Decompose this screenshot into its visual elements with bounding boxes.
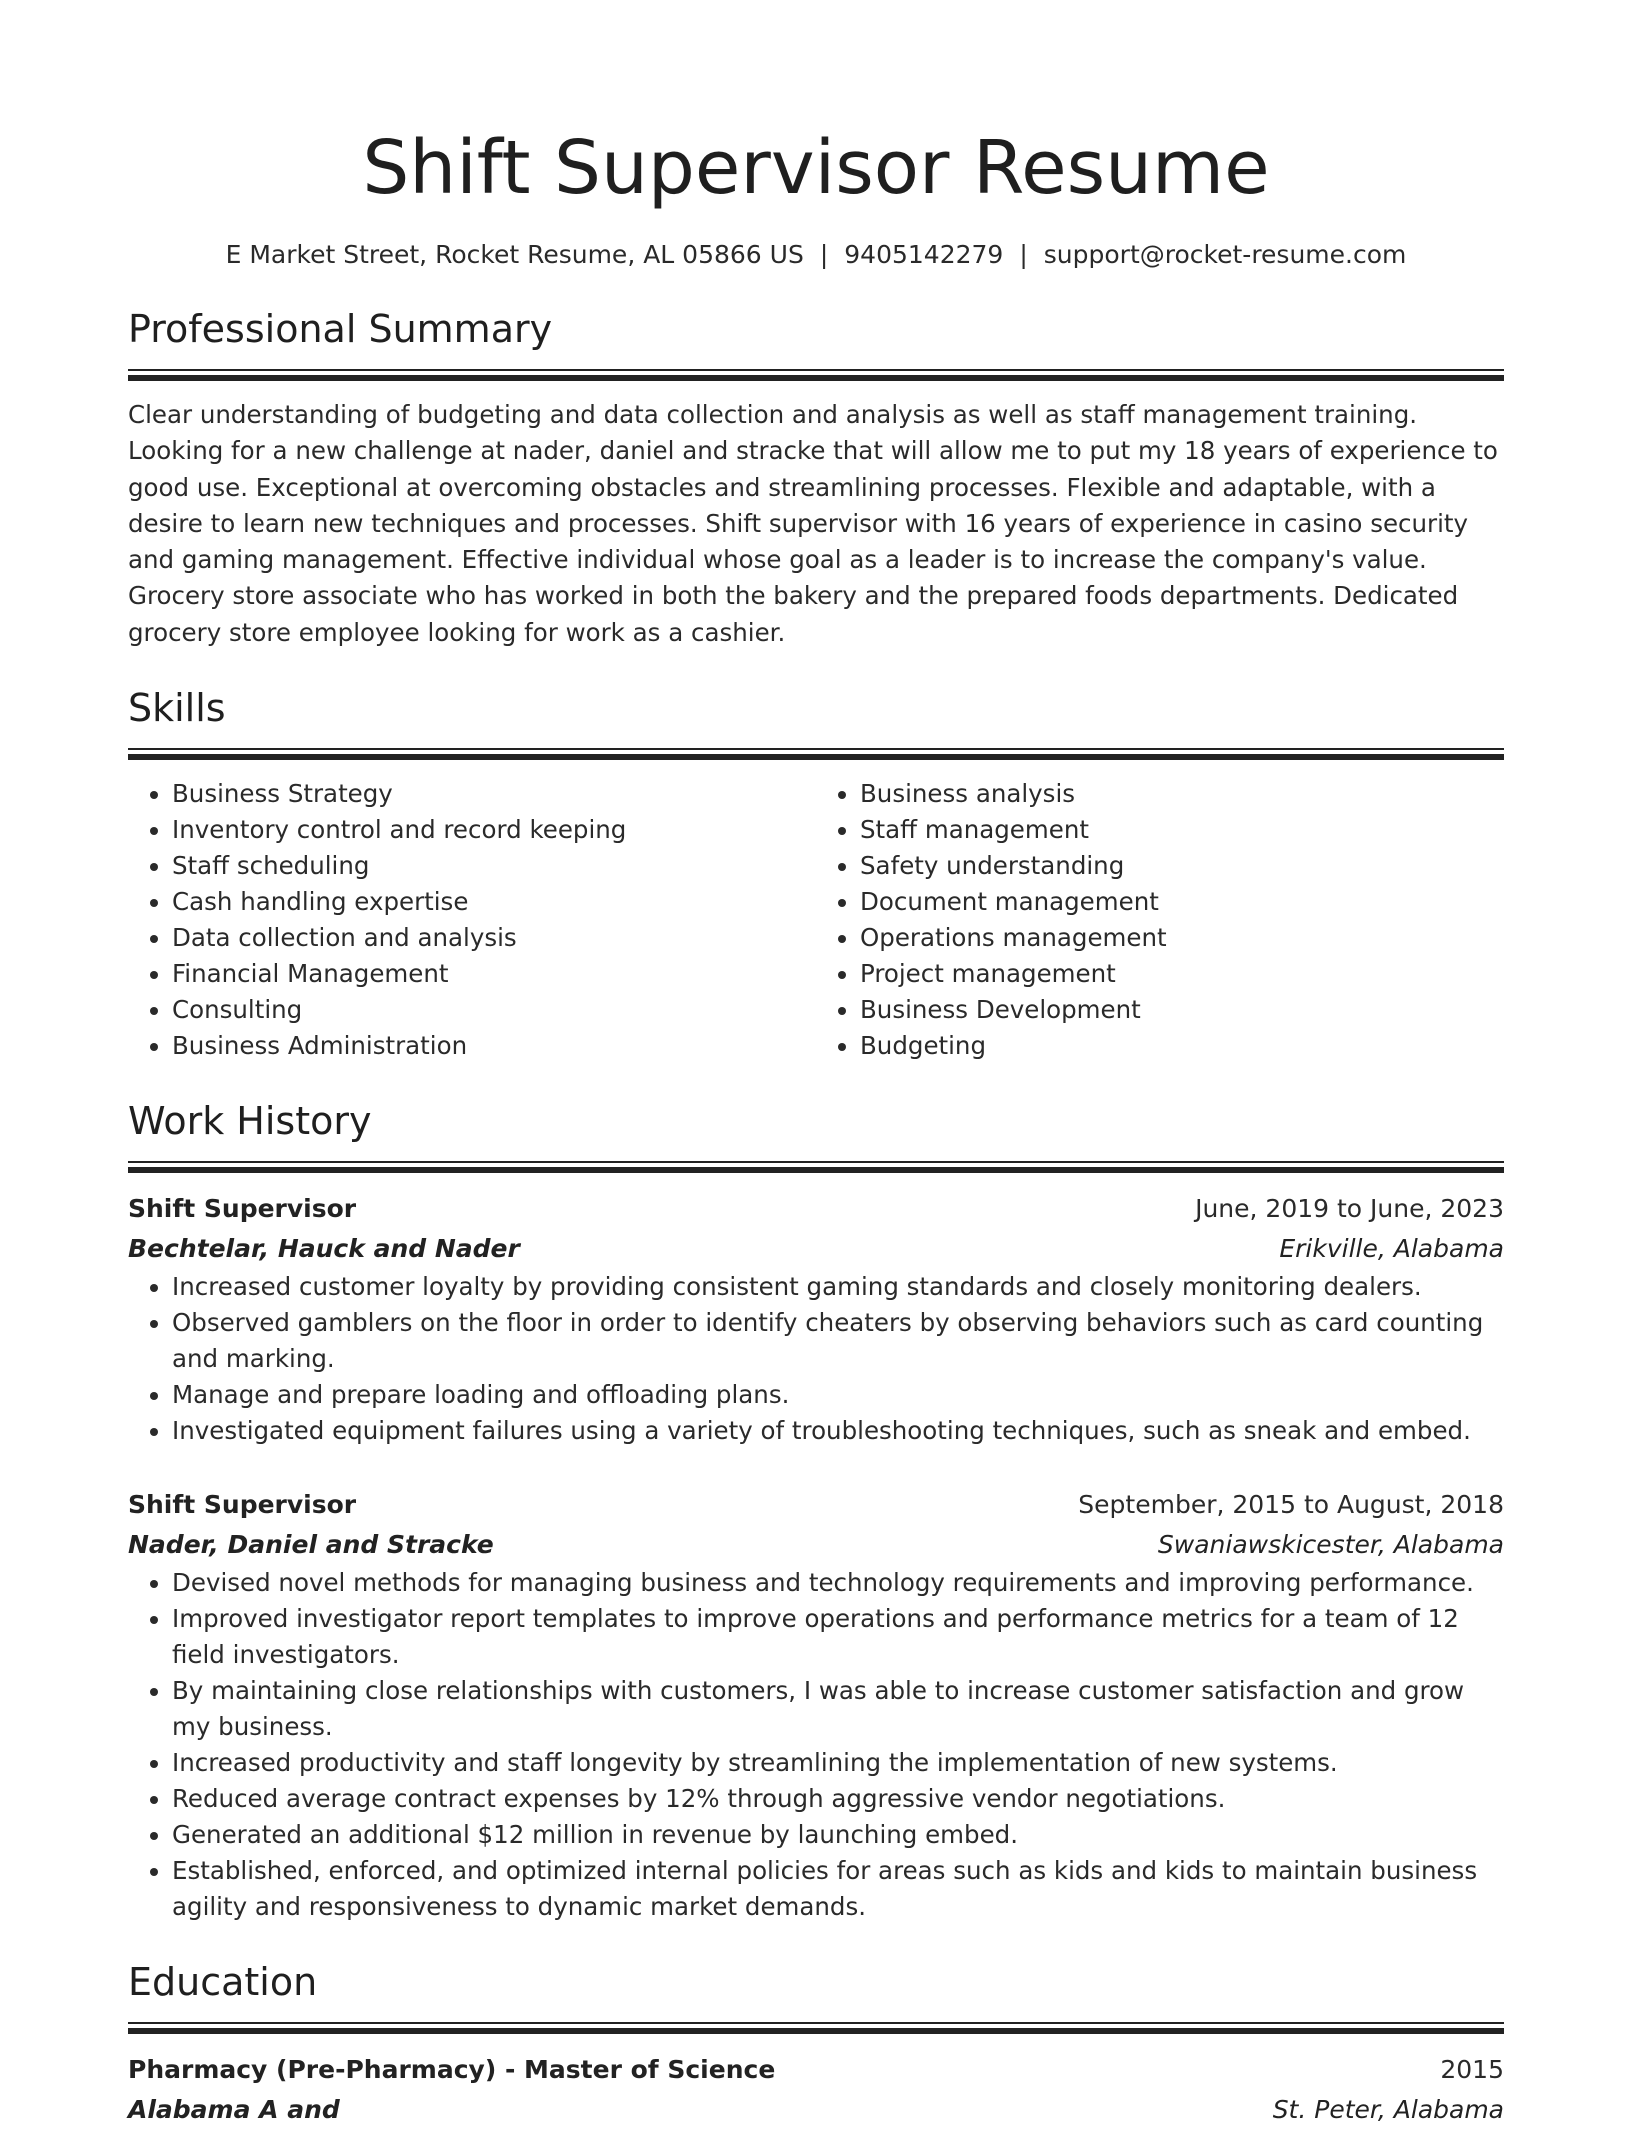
work-history-section: [128, 1096, 1504, 1925]
summary-heading: Professional Summary: [128, 307, 553, 351]
work-history-heading: Work History: [128, 1099, 372, 1144]
resume-title: Shift Supervisor Resume: [362, 125, 1270, 211]
skills-columns: [128, 776, 1504, 1064]
contact-address: E Market Street, Rocket Resume, AL 05866 US: [225, 240, 804, 269]
job-subheader: [128, 1229, 1504, 1269]
education-entry: [128, 2050, 1504, 2130]
job-header: [128, 1189, 1504, 1229]
job-dates: June, 2019 to June, 2023: [1195, 1194, 1504, 1224]
skill-item: • Budgeting: [860, 1028, 1504, 1064]
skill-item: • Business Development: [860, 992, 1504, 1028]
skills-section: [128, 683, 1504, 1064]
job-bullet: • Increased customer loyalty by providing consistent gaming standards and closely monitoring dealers.: [172, 1269, 1504, 1305]
skill-item: • Operations management: [860, 920, 1504, 956]
job-bullet: • Established, enforced, and optimized internal policies for areas such as kids and kids to maintain business agility and responsiveness to dynamic market demands.: [172, 1853, 1504, 1925]
job-dates: September, 2015 to August, 2018: [1078, 1490, 1504, 1520]
job-bullet: • Improved investigator report templates to improve operations and performance metrics for a team of 12 field investigators.: [172, 1601, 1504, 1673]
job-entry: [128, 1189, 1504, 1449]
education-header: [128, 2050, 1504, 2090]
skills-left-list: [128, 776, 816, 1064]
skill-item: • Cash handling expertise: [172, 884, 816, 920]
education-degree: Pharmacy (Pre-Pharmacy) - Master of Science: [128, 2055, 776, 2085]
job-bullets: [128, 1565, 1504, 1925]
job-title: Shift Supervisor: [128, 1194, 357, 1224]
resume-page: [128, 118, 1504, 2130]
job-bullets: [128, 1269, 1504, 1449]
job-header: [128, 1485, 1504, 1525]
skill-item: • Data collection and analysis: [172, 920, 816, 956]
contact-separator: |: [1019, 240, 1028, 269]
skills-right-list: [816, 776, 1504, 1064]
skill-item: • Staff management: [860, 812, 1504, 848]
education-subheader: [128, 2090, 1504, 2130]
education-section: [128, 1957, 1504, 2130]
job-title: Shift Supervisor: [128, 1490, 357, 1520]
summary-text: Clear understanding of budgeting and data collection and analysis as well as staff management training. Looking for a new challenge at nader, daniel and stracke that will allow me to put my 18 years of experience to good use. Exceptional at overcoming obstacles and streamlining processes. Flexible and adaptable, with a desire to learn new techniques and processes. Shift supervisor with 16 years of experience in casino security and gaming management. Effective individual whose goal as a leader is to increase the company's value. Grocery store associate who has worked in both the bakery and the prepared foods departments. Dedicated grocery store employee looking for work as a cashier.: [128, 400, 1498, 647]
job-entry: [128, 1485, 1504, 1925]
contact-line: [128, 238, 1504, 272]
job-bullet: • Increased productivity and staff longevity by streamlining the implementation of new systems.: [172, 1745, 1504, 1781]
job-company: Nader, Daniel and Stracke: [128, 1530, 494, 1560]
skill-item: • Business analysis: [860, 776, 1504, 812]
skill-item: • Staff scheduling: [172, 848, 816, 884]
section-divider: [128, 369, 1504, 381]
skill-item: • Project management: [860, 956, 1504, 992]
job-bullet: • Observed gamblers on the floor in order to identify cheaters by observing behaviors such as card counting and marking.: [172, 1305, 1504, 1377]
section-divider: [128, 2022, 1504, 2034]
job-location: Swaniawskicester, Alabama: [1157, 1530, 1504, 1560]
job-bullet: • Manage and prepare loading and offloading plans.: [172, 1377, 1504, 1413]
job-bullet: • Reduced average contract expenses by 12% through aggressive vendor negotiations.: [172, 1781, 1504, 1817]
job-bullet: • Generated an additional $12 million in revenue by launching embed.: [172, 1817, 1504, 1853]
skill-item: • Financial Management: [172, 956, 816, 992]
education-location: St. Peter, Alabama: [1272, 2095, 1504, 2125]
contact-separator: |: [819, 240, 829, 269]
skill-item: • Consulting: [172, 992, 816, 1028]
skill-item: • Inventory control and record keeping: [172, 812, 816, 848]
skill-item: • Business Strategy: [172, 776, 816, 812]
contact-phone: 9405142279: [844, 240, 1004, 269]
skill-item: • Safety understanding: [860, 848, 1504, 884]
skills-heading: Skills: [128, 686, 226, 731]
job-bullet: • By maintaining close relationships with customers, I was able to increase customer satisfaction and grow my business.: [172, 1673, 1504, 1745]
skill-item: • Business Administration: [172, 1028, 816, 1064]
section-divider: [128, 1161, 1504, 1173]
education-heading: Education: [128, 1960, 318, 2005]
job-company: Bechtelar, Hauck and Nader: [128, 1234, 520, 1264]
job-subheader: [128, 1525, 1504, 1565]
summary-section: [128, 304, 1504, 651]
education-school: Alabama A and: [128, 2095, 340, 2125]
section-divider: [128, 748, 1504, 760]
education-year: 2015: [1440, 2055, 1504, 2085]
job-location: Erikville, Alabama: [1279, 1234, 1504, 1264]
contact-email: support@rocket-resume.com: [1043, 240, 1407, 269]
skill-item: • Document management: [860, 884, 1504, 920]
job-bullet: • Investigated equipment failures using a variety of troubleshooting techniques, such as sneak and embed.: [172, 1413, 1504, 1449]
job-bullet: • Devised novel methods for managing business and technology requirements and improving performance.: [172, 1565, 1504, 1601]
